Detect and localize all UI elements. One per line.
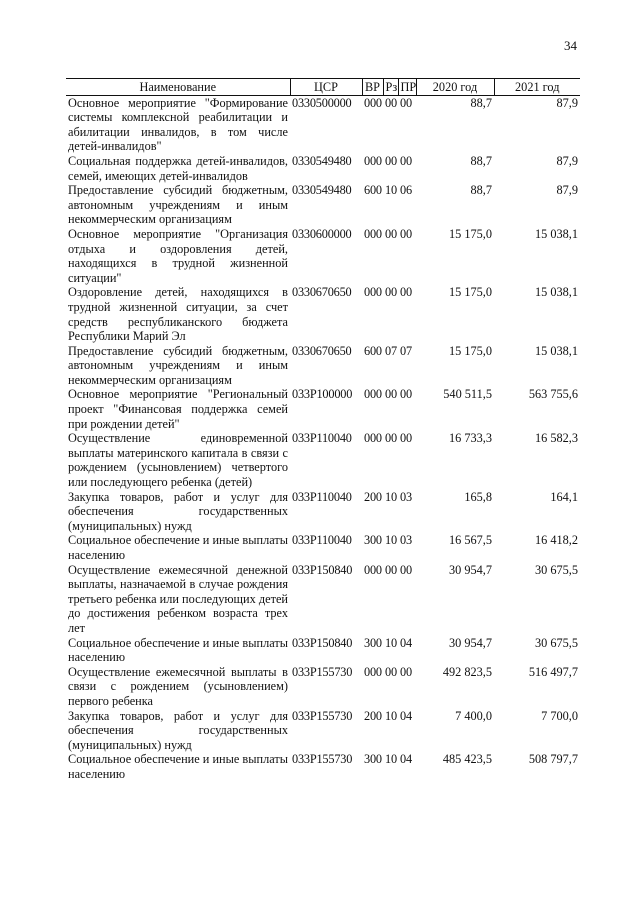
row-2020: 16 733,3 bbox=[448, 431, 492, 446]
row-2021: 15 038,1 bbox=[534, 343, 578, 358]
table-body bbox=[66, 95, 580, 781]
row-rz: 00 bbox=[385, 664, 397, 679]
row-2021: 30 675,5 bbox=[534, 562, 578, 577]
row-2020: 88,7 bbox=[470, 95, 492, 110]
budget-table bbox=[66, 78, 580, 782]
table-row bbox=[66, 563, 580, 636]
table-header bbox=[66, 79, 580, 96]
row-csr: 0330670650 bbox=[292, 343, 352, 358]
row-pr: 00 bbox=[400, 664, 412, 679]
row-csr: 033P100000 bbox=[292, 387, 353, 402]
row-pr: 03 bbox=[400, 533, 412, 548]
row-vr: 300 bbox=[364, 635, 382, 650]
header-csr: ЦСР bbox=[290, 79, 362, 96]
row-vr: 000 bbox=[364, 664, 382, 679]
header-pr: ПР bbox=[398, 79, 416, 96]
row-vr: 000 bbox=[364, 387, 382, 402]
row-2021: 563 755,6 bbox=[528, 387, 578, 402]
row-name: Основное мероприятие "Формирование системы комплексной реабилитации и абилитации инвалидов, в том числе детей-инвалидов" bbox=[68, 95, 288, 154]
row-vr: 600 bbox=[364, 343, 382, 358]
row-2020: 540 511,5 bbox=[443, 387, 492, 402]
header-rz: Рз bbox=[383, 79, 398, 96]
row-csr: 0330549480 bbox=[292, 153, 352, 168]
page-number: 34 bbox=[564, 38, 577, 53]
row-2020: 7 400,0 bbox=[455, 708, 492, 723]
row-pr: 00 bbox=[400, 431, 412, 446]
row-vr: 200 bbox=[364, 489, 382, 504]
row-pr: 00 bbox=[400, 562, 412, 577]
header-year-2020: 2020 год bbox=[416, 79, 494, 96]
row-2020: 88,7 bbox=[470, 183, 492, 198]
row-pr: 00 bbox=[400, 95, 412, 110]
row-vr: 000 bbox=[364, 95, 382, 110]
row-vr: 600 bbox=[364, 183, 382, 198]
row-2020: 165,8 bbox=[464, 489, 492, 504]
table-row bbox=[66, 154, 580, 183]
row-csr: 033P110040 bbox=[292, 489, 352, 504]
row-pr: 07 bbox=[400, 343, 412, 358]
row-vr: 000 bbox=[364, 285, 382, 300]
row-vr: 000 bbox=[364, 153, 382, 168]
row-csr: 033P150840 bbox=[292, 562, 353, 577]
row-name: Оздоровление детей, находящихся в трудной жизненной ситуации, за счет средств республиканского бюджета Республики Марий Эл bbox=[68, 285, 288, 344]
row-name: Осуществление единовременной выплаты материнского капитала в связи с рождением (усыновлением) четвертого или последующего ребенка (детей) bbox=[68, 431, 288, 490]
row-2020: 88,7 bbox=[470, 153, 492, 168]
row-name: Осуществление ежемесячной денежной выплаты, назначаемой в случае рождения третьего ребенка или последующих детей до достижения ребенком возраста трех лет bbox=[68, 562, 288, 635]
row-2020: 30 954,7 bbox=[448, 562, 492, 577]
row-name: Социальное обеспечение и иные выплаты населению bbox=[68, 752, 288, 781]
row-csr: 0330600000 bbox=[292, 226, 352, 241]
row-csr: 033P110040 bbox=[292, 533, 352, 548]
row-2021: 15 038,1 bbox=[534, 226, 578, 241]
row-rz: 00 bbox=[385, 387, 397, 402]
row-2021: 30 675,5 bbox=[534, 635, 578, 650]
table-row bbox=[66, 387, 580, 431]
row-rz: 00 bbox=[385, 95, 397, 110]
row-pr: 06 bbox=[400, 183, 412, 198]
row-name: Предоставление субсидий бюджетным, автономным учреждениям и иным некоммерческим организациям bbox=[68, 183, 288, 227]
header-year-2021: 2021 год bbox=[494, 79, 580, 96]
row-2021: 16 582,3 bbox=[534, 431, 578, 446]
row-name: Основное мероприятие "Региональный проект "Финансовая поддержка семей при рождении детей" bbox=[68, 387, 288, 431]
row-rz: 10 bbox=[385, 183, 397, 198]
row-rz: 10 bbox=[385, 533, 397, 548]
table-row bbox=[66, 752, 580, 781]
row-rz: 00 bbox=[385, 562, 397, 577]
table-row bbox=[66, 490, 580, 534]
row-2021: 516 497,7 bbox=[528, 664, 578, 679]
row-pr: 00 bbox=[400, 153, 412, 168]
row-2020: 492 823,5 bbox=[442, 664, 492, 679]
row-pr: 04 bbox=[400, 635, 412, 650]
row-rz: 00 bbox=[385, 431, 397, 446]
table-row bbox=[66, 665, 580, 709]
row-2020: 485 423,5 bbox=[442, 752, 492, 767]
row-2020: 15 175,0 bbox=[448, 226, 492, 241]
row-name: Социальное обеспечение и иные выплаты населению bbox=[68, 635, 288, 665]
table-row bbox=[66, 285, 580, 343]
header-vr: ВР bbox=[362, 79, 383, 96]
row-pr: 00 bbox=[400, 226, 412, 241]
row-pr: 03 bbox=[400, 489, 412, 504]
row-name: Основное мероприятие "Организация отдыха и оздоровления детей, находящихся в трудной жизненной ситуации" bbox=[68, 226, 288, 285]
row-name: Закупка товаров, работ и услуг для обеспечения государственных (муниципальных) нужд bbox=[68, 708, 288, 752]
table-row bbox=[66, 533, 580, 562]
row-vr: 300 bbox=[364, 533, 382, 548]
row-name: Осуществление ежемесячной выплаты в связи с рождением (усыновлением) первого ребенка bbox=[68, 664, 288, 708]
row-vr: 300 bbox=[364, 752, 382, 767]
row-rz: 07 bbox=[385, 343, 397, 358]
row-2020: 30 954,7 bbox=[448, 635, 492, 650]
row-csr: 033P150840 bbox=[292, 635, 353, 650]
table-row bbox=[66, 344, 580, 388]
row-pr: 04 bbox=[400, 752, 412, 767]
row-2020: 15 175,0 bbox=[448, 343, 492, 358]
row-csr: 0330500000 bbox=[292, 95, 352, 110]
row-name: Предоставление субсидий бюджетным, автономным учреждениям и иным некоммерческим организациям bbox=[68, 343, 288, 387]
table-row bbox=[66, 227, 580, 285]
table-row bbox=[66, 95, 580, 154]
row-vr: 200 bbox=[364, 708, 382, 723]
row-2021: 164,1 bbox=[550, 489, 578, 504]
row-vr: 000 bbox=[364, 431, 382, 446]
row-csr: 033P155730 bbox=[292, 708, 353, 723]
row-rz: 10 bbox=[385, 752, 397, 767]
row-csr: 0330670650 bbox=[292, 285, 352, 300]
row-name: Социальная поддержка детей-инвалидов, семей, имеющих детей-инвалидов bbox=[68, 153, 288, 183]
row-2020: 16 567,5 bbox=[448, 533, 492, 548]
row-csr: 033P155730 bbox=[292, 752, 353, 767]
row-2021: 7 700,0 bbox=[541, 708, 578, 723]
table-row bbox=[66, 431, 580, 489]
row-rz: 00 bbox=[385, 226, 397, 241]
table-row bbox=[66, 636, 580, 665]
row-rz: 10 bbox=[385, 489, 397, 504]
row-2021: 87,9 bbox=[556, 183, 578, 198]
row-csr: 0330549480 bbox=[292, 183, 352, 198]
row-pr: 00 bbox=[400, 387, 412, 402]
header-name: Наименование bbox=[66, 79, 290, 96]
row-rz: 10 bbox=[385, 708, 397, 723]
row-rz: 00 bbox=[385, 285, 397, 300]
row-2021: 15 038,1 bbox=[534, 285, 578, 300]
row-pr: 00 bbox=[400, 285, 412, 300]
row-rz: 00 bbox=[385, 153, 397, 168]
row-2020: 15 175,0 bbox=[448, 285, 492, 300]
row-2021: 87,9 bbox=[556, 95, 578, 110]
row-rz: 10 bbox=[385, 635, 397, 650]
row-name: Социальное обеспечение и иные выплаты населению bbox=[68, 533, 288, 562]
row-2021: 87,9 bbox=[556, 153, 578, 168]
row-2021: 508 797,7 bbox=[528, 752, 578, 767]
row-csr: 033P110040 bbox=[292, 431, 352, 446]
row-vr: 000 bbox=[364, 226, 382, 241]
row-vr: 000 bbox=[364, 562, 382, 577]
row-pr: 04 bbox=[400, 708, 412, 723]
row-csr: 033P155730 bbox=[292, 664, 353, 679]
row-name: Закупка товаров, работ и услуг для обеспечения государственных (муниципальных) нужд bbox=[68, 489, 288, 533]
table-row bbox=[66, 709, 580, 753]
row-2021: 16 418,2 bbox=[534, 533, 578, 548]
table-row bbox=[66, 183, 580, 227]
